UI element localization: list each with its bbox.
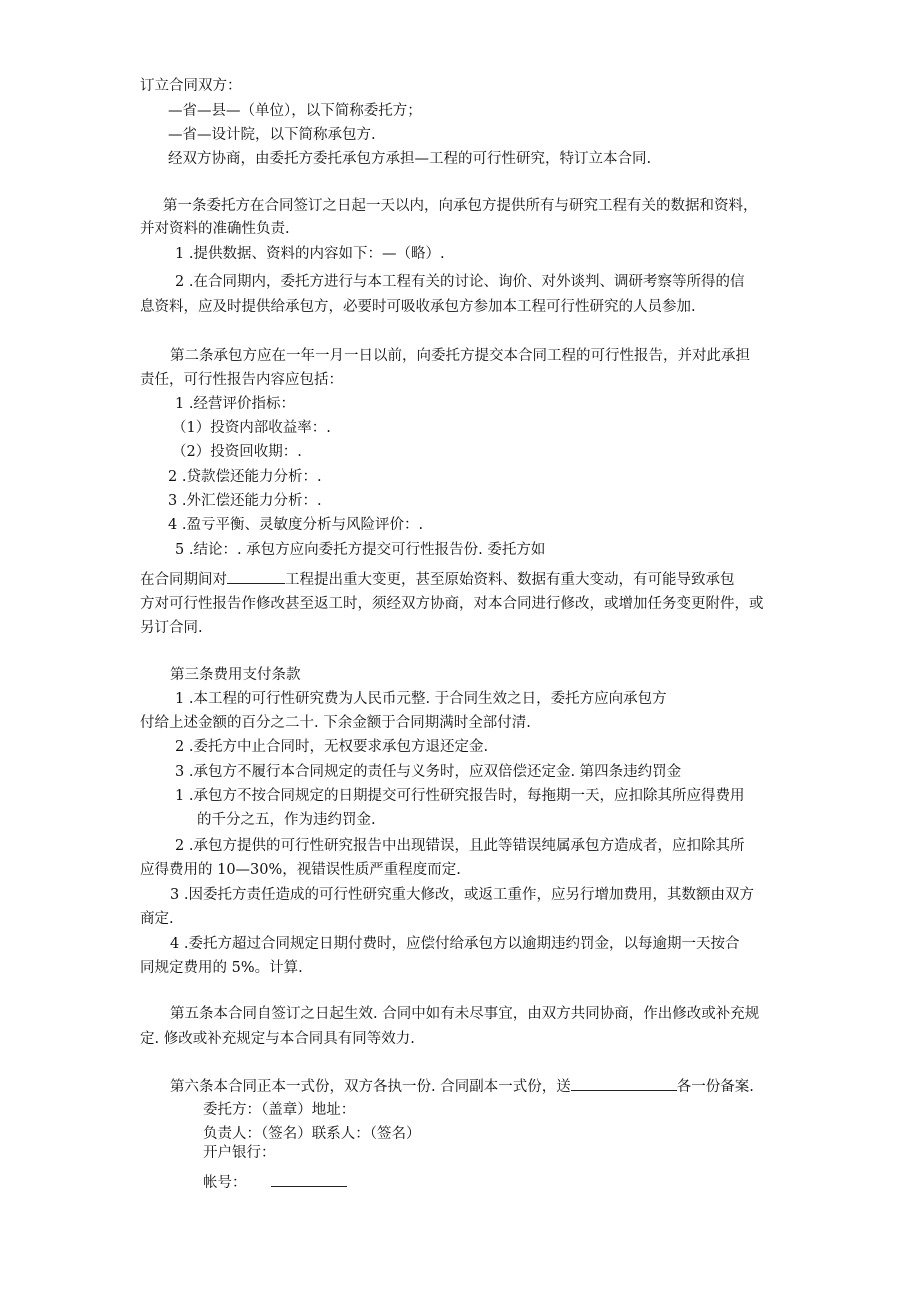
article3-title: 第三条费用支付条款 (170, 667, 301, 683)
article5-line2: 定. 修改或补充规定与本合同具有同等效力. (140, 1031, 415, 1047)
article4-item3-line2: 商定. (140, 911, 174, 927)
article1-line1: 第一条委托方在合同签订之日起一天以内，向承包方提供所有与研究工程有关的数据和资料， (163, 198, 758, 214)
article4-item1-line2: 的千分之五，作为违约罚金. (197, 812, 376, 828)
article2-line2: 责任，可行性报告内容应包括： (140, 372, 343, 388)
article2-sub2: （2）投资回收期：. (172, 444, 302, 460)
article3-item1-line1: 1 .本工程的可行性研究费为人民币元整. 于合同生效之日，委托方应向承包方 (175, 691, 667, 707)
article4-item1-line1: 1 .承包方不按合同规定的日期提交可行性研究报告时，每拖期一天，应扣除其所应得费用 (175, 788, 745, 804)
change-suffix: 工程提出重大变更，甚至原始资料、数据有重大变动，有可能导致承包 (285, 572, 735, 588)
article2-change-line1 (140, 569, 735, 589)
article2-item5: 5 .结论：. 承包方应向委托方提交可行性报告份. 委托方如 (175, 542, 546, 558)
signature-bank: 开户银行： (203, 1145, 276, 1161)
article2-item2: 2 .贷款偿还能力分析：. (168, 469, 322, 485)
article4-item2-line1: 2 .承包方提供的可行性研究报告中出现错误，且此等错误纯属承包方造成者，应扣除其所 (175, 838, 745, 854)
filing-recipient-blank (571, 1076, 677, 1091)
contractor-party: —省—设计院，以下简称承包方. (168, 127, 376, 143)
project-name-blank (227, 569, 285, 584)
article2-sub1: （1）投资内部收益率：. (172, 420, 331, 436)
article6-prefix: 第六条本合同正本一式份，双方各执一份. 合同副本一式份，送 (170, 1079, 571, 1095)
article6-line (170, 1076, 754, 1096)
account-label: 帐号： (203, 1175, 247, 1191)
article2-item4: 4 .盈亏平衡、灵敏度分析与风险评价：. (168, 517, 424, 533)
article2-item3: 3 .外汇偿还能力分析：. (168, 493, 322, 509)
article4-item2-line2: 应得费用的 10—30%，视错误性质严重程度而定. (140, 862, 461, 878)
client-party: —省—县—（单位），以下简称委托方； (168, 103, 422, 119)
article1-item1: 1 .提供数据、资料的内容如下：—（略）. (175, 246, 445, 262)
article6-suffix: 各一份备案. (676, 1079, 754, 1095)
article5-line1: 第五条本合同自签订之日起生效. 合同中如有未尽事宜，由双方共同协商，作出修改或补充规 (170, 1006, 760, 1022)
article2-line1: 第二条承包方应在一年一月一日以前，向委托方提交本合同工程的可行性报告，并对此承担 (170, 348, 750, 364)
article1-item2-line2: 息资料，应及时提供给承包方，必要时可吸收承包方参加本工程可行性研究的人员参加. (140, 299, 696, 315)
article4-item4-line1: 4 .委托方超过合同规定日期付费时，应偿付给承包方以逾期违约罚金，以每逾期一天按合 (170, 936, 740, 952)
article1-item2-line1: 2 .在合同期内，委托方进行与本工程有关的讨论、询价、对外谈判、调研考察等所得的信 (175, 274, 745, 290)
change-prefix: 在合同期间对 (140, 572, 227, 588)
account-number-blank (271, 1172, 347, 1187)
intro-paragraph: 经双方协商，由委托方委托承包方承担—工程的可行性研究，特订立本合同. (168, 151, 652, 167)
article3-item2: 2 .委托方中止合同时，无权要求承包方退还定金. (175, 739, 489, 755)
article1-line2: 并对资料的准确性负责. (140, 221, 290, 237)
signature-responsible: 负责人：（签名）联系人：（签名） (203, 1126, 421, 1142)
signature-client: 委托方：（盖章）地址： (203, 1102, 356, 1118)
parties-heading: 订立合同双方： (140, 78, 242, 94)
article4-item4-line2: 同规定费用的 5%。计算. (140, 960, 303, 976)
article2-item1: 1 .经营评价指标： (175, 396, 295, 412)
article3-item3: 3 .承包方不履行本合同规定的责任与义务时，应双倍偿还定金. 第四条违约罚金 (175, 764, 682, 780)
signature-account (203, 1172, 347, 1192)
article3-item1-line2: 付给上述金额的百分之二十. 下余金额于合同期满时全部付清. (140, 715, 531, 731)
article2-change-line3: 另订合同. (140, 620, 203, 636)
article4-item3-line1: 3 .因委托方责任造成的可行性研究重大修改，或返工重作，应另行增加费用，其数额由双方 (170, 887, 754, 903)
article2-change-line2: 方对可行性报告作修改甚至返工时，须经双方协商，对本合同进行修改，或增加任务变更附件，或 (140, 596, 764, 612)
